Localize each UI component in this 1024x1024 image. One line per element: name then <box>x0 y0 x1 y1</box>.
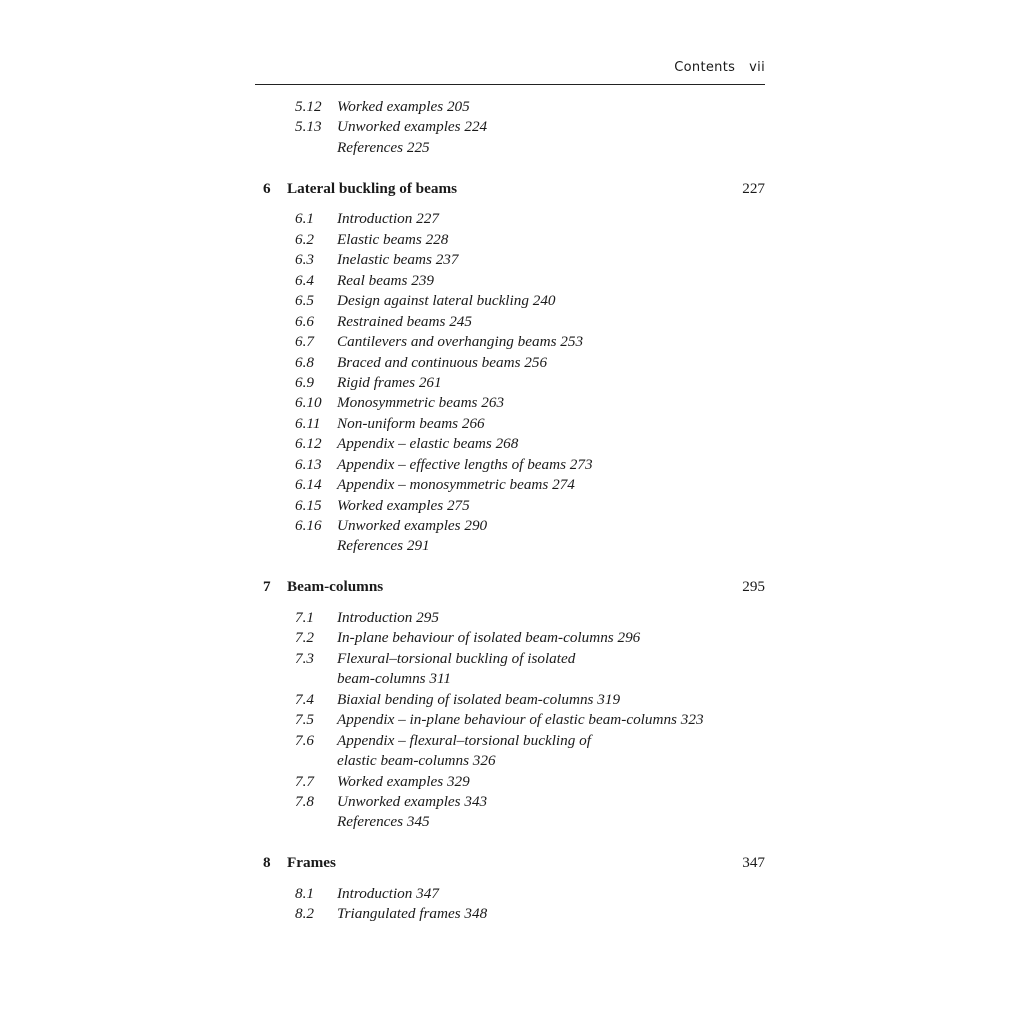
toc-entry <box>255 230 765 250</box>
section-title: Introduction 227 <box>337 210 439 228</box>
toc-entry <box>255 455 765 475</box>
section-number: 7.8 <box>295 792 314 810</box>
section-title: Introduction 347 <box>337 884 439 902</box>
toc-entry <box>255 312 765 332</box>
toc-entry <box>255 751 765 771</box>
section-title: Braced and continuous beams 256 <box>337 353 548 371</box>
section-title: Biaxial bending of isolated beam-columns 319 <box>337 690 621 708</box>
running-header <box>255 60 765 85</box>
toc-entry <box>255 669 765 689</box>
toc-entry <box>255 353 765 373</box>
toc-entry <box>255 373 765 393</box>
section-title: Appendix – flexural–torsional buckling of <box>337 731 591 749</box>
section-title: Real beams 239 <box>337 271 435 289</box>
chapter-title: Frames <box>287 854 336 872</box>
section-number: 7.7 <box>295 772 314 790</box>
section-number: 6.9 <box>295 373 314 391</box>
toc-entry <box>255 117 765 137</box>
section-title: Appendix – effective lengths of beams 273 <box>337 455 593 473</box>
toc-entry <box>255 332 765 352</box>
section-number: 6.14 <box>295 476 322 494</box>
section-number: 8.1 <box>295 884 314 902</box>
section-title: Restrained beams 245 <box>337 312 472 330</box>
section-number: 5.12 <box>295 98 322 115</box>
toc-entry <box>255 250 765 270</box>
section-number: 7.1 <box>295 609 314 626</box>
section-title: Appendix – in-plane behaviour of elastic beam-columns 323 <box>337 711 704 729</box>
toc-entry <box>255 904 765 924</box>
toc-entry <box>255 475 765 495</box>
section-title: elastic beam-columns 326 <box>337 752 496 770</box>
section-title: Design against lateral buckling 240 <box>337 292 556 310</box>
toc-entry <box>255 628 765 648</box>
section-number: 6.4 <box>295 271 314 289</box>
section-title: Appendix – elastic beams 268 <box>337 435 519 453</box>
toc-entry <box>255 516 765 536</box>
chapter-heading <box>255 179 765 199</box>
toc-entry <box>255 608 765 628</box>
section-number: 6.16 <box>295 517 322 534</box>
toc-entry <box>255 649 765 669</box>
chapter-title: Lateral buckling of beams <box>287 179 458 197</box>
section-number: 6.3 <box>295 251 314 269</box>
section-title: Unworked examples 224 <box>337 118 488 136</box>
section-title: References 225 <box>337 138 430 156</box>
section-title: Flexural–torsional buckling of isolated <box>337 649 576 667</box>
chapter-page: 227 <box>742 179 765 197</box>
toc-entry <box>255 209 765 229</box>
section-number: 6.15 <box>295 496 322 514</box>
chapter-title: Beam-columns <box>287 578 384 596</box>
section-title: Rigid frames 261 <box>337 373 442 391</box>
section-number: 6.10 <box>295 394 322 412</box>
section-number: 6.13 <box>295 455 322 473</box>
table-of-contents <box>255 97 765 925</box>
chapter-page: 347 <box>742 854 765 872</box>
chapter-number: 8 <box>263 854 271 872</box>
section-number: 6.12 <box>295 435 322 453</box>
section-title: Elastic beams 228 <box>337 230 449 248</box>
section-title: Non-uniform beams 266 <box>337 414 485 432</box>
toc-entry <box>255 884 765 904</box>
toc-entry <box>255 536 765 556</box>
section-number: 7.5 <box>295 711 314 729</box>
section-number: 8.2 <box>295 905 314 923</box>
section-number: 7.6 <box>295 731 314 749</box>
toc-entry <box>255 434 765 454</box>
section-title: References 345 <box>337 813 430 831</box>
chapter-number: 7 <box>263 578 271 596</box>
section-number: 6.2 <box>295 230 314 248</box>
toc-entry <box>255 393 765 413</box>
toc-entry <box>255 710 765 730</box>
toc-entry <box>255 772 765 792</box>
section-number: 6.5 <box>295 292 314 310</box>
section-title: Unworked examples 343 <box>337 792 488 810</box>
chapter-heading <box>255 853 765 873</box>
section-number: 7.2 <box>295 629 314 647</box>
section-title: Introduction 295 <box>337 609 439 626</box>
section-title: In-plane behaviour of isolated beam-columns 296 <box>337 629 641 647</box>
toc-entry <box>255 690 765 710</box>
section-title: Monosymmetric beams 263 <box>337 394 505 412</box>
toc-entry <box>255 792 765 812</box>
toc-entry <box>255 496 765 516</box>
section-title: Inelastic beams 237 <box>337 251 459 269</box>
section-number: 6.7 <box>295 333 314 351</box>
section-number: 6.11 <box>295 414 321 432</box>
section-number: 7.3 <box>295 649 314 667</box>
toc-entry <box>255 271 765 291</box>
section-title: Unworked examples 290 <box>337 517 488 534</box>
chapter-heading <box>255 577 765 597</box>
toc-entry <box>255 812 765 832</box>
section-title: Cantilevers and overhanging beams 253 <box>337 333 584 351</box>
toc-entry <box>255 97 765 117</box>
header-title: Contents <box>674 60 736 75</box>
section-title: References 291 <box>337 537 430 555</box>
section-title: beam-columns 311 <box>337 670 452 688</box>
section-title: Worked examples 329 <box>337 772 470 790</box>
section-number: 6.8 <box>295 353 314 371</box>
toc-entry <box>255 414 765 434</box>
section-title: Worked examples 205 <box>337 98 470 115</box>
section-title: Appendix – monosymmetric beams 274 <box>337 476 575 494</box>
section-number: 6.6 <box>295 312 314 330</box>
toc-entry <box>255 291 765 311</box>
chapter-number: 6 <box>263 179 271 197</box>
section-number: 5.13 <box>295 118 322 136</box>
header-page-number: vii <box>749 60 765 75</box>
section-number: 6.1 <box>295 210 314 228</box>
toc-entry <box>255 731 765 751</box>
section-title: Worked examples 275 <box>337 496 470 514</box>
chapter-page: 295 <box>742 578 765 596</box>
toc-entry <box>255 138 765 158</box>
section-title: Triangulated frames 348 <box>337 905 488 923</box>
section-number: 7.4 <box>295 690 314 708</box>
